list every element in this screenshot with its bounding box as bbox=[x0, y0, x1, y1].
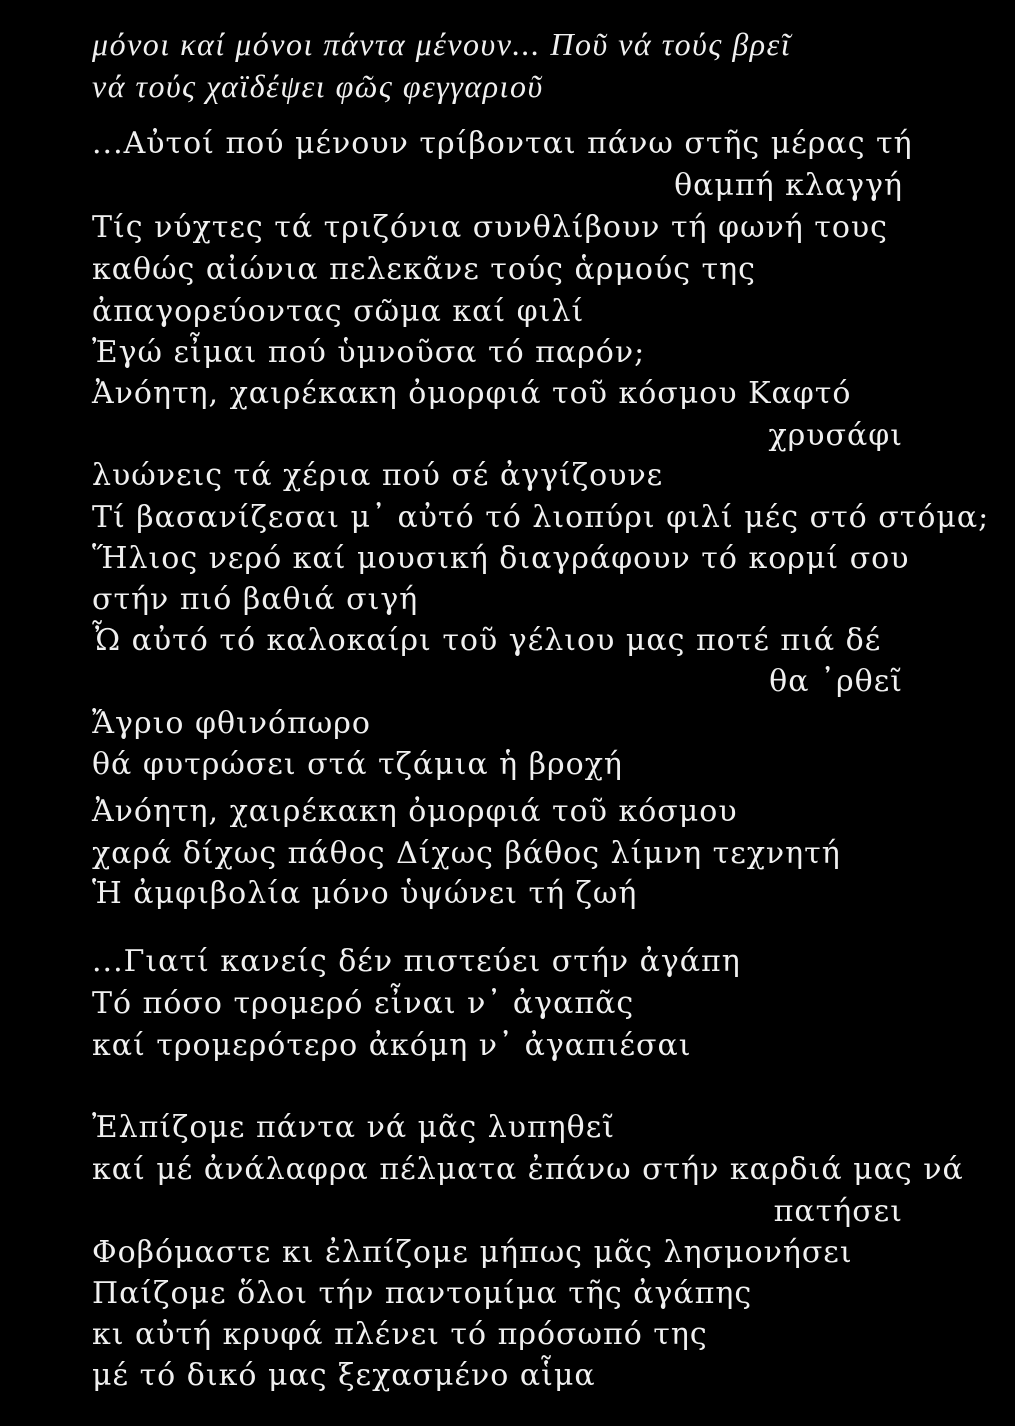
poem-line: καί τρομερότερο ἀκόμη ν᾽ ἀγαπιέσαι bbox=[92, 1028, 692, 1063]
poem-line: θα ᾽ρθεῖ bbox=[769, 664, 903, 699]
poem-line: θαμπή κλαγγή bbox=[674, 168, 903, 203]
poem-line: Ἀνόητη, χαιρέκακη ὀμορφιά τοῦ κόσμου Καφτό bbox=[92, 376, 852, 411]
poem-line: χρυσάφι bbox=[768, 418, 903, 453]
poem-line: στήν πιό βαθιά σιγή bbox=[92, 582, 419, 617]
poem-line: Ἐγώ εἶμαι πού ὑμνοῦσα τό παρόν; bbox=[92, 335, 646, 370]
poem-line: χαρά δίχως πάθος Δίχως βάθος λίμνη τεχνητή bbox=[92, 836, 841, 871]
poem-line: κι αὐτή κρυφά πλένει τό πρόσωπό της bbox=[92, 1317, 708, 1352]
poem-line: μόνοι καί μόνοι πάντα μένουν... Ποῦ νά τούς βρεῖ bbox=[92, 26, 792, 62]
poem-line: καί μέ ἀνάλαφρα πέλματα ἐπάνω στήν καρδιά μας νά bbox=[92, 1152, 964, 1187]
poem-line: καθώς αἰώνια πελεκᾶνε τούς ἁρμούς της bbox=[92, 252, 756, 287]
poem-line: ἀπαγορεύοντας σῶμα καί φιλί bbox=[92, 294, 585, 329]
poem-line: ...Γιατί κανείς δέν πιστεύει στήν ἀγάπη bbox=[92, 944, 741, 979]
poem-line: πατήσει bbox=[773, 1194, 903, 1229]
poem-line: Φοβόμαστε κι ἐλπίζομε μήπως μᾶς λησμονήσει bbox=[92, 1235, 853, 1270]
poem-line: νά τούς χαϊδέψει φῶς φεγγαριοῦ bbox=[92, 68, 544, 104]
poem-line: Ἀνόητη, χαιρέκακη ὀμορφιά τοῦ κόσμου bbox=[92, 794, 738, 829]
poem-line: λυώνεις τά χέρια πού σέ ἀγγίζουνε bbox=[92, 458, 664, 493]
poem-line: μέ τό δικό μας ξεχασμένο αἷμα bbox=[92, 1358, 596, 1393]
poem-line: Παίζομε ὅλοι τήν παντομίμα τῆς ἀγάπης bbox=[92, 1276, 753, 1311]
poem-line: θά φυτρώσει στά τζάμια ἡ βροχή bbox=[92, 747, 623, 782]
poem-line: Ἐλπίζομε πάντα νά μᾶς λυπηθεῖ bbox=[92, 1110, 616, 1145]
poem-line: Ἥλιος νερό καί μουσική διαγράφουν τό κορμί σου bbox=[92, 541, 910, 576]
poem-line: Ἡ ἀμφιβολία μόνο ὑψώνει τή ζωή bbox=[92, 876, 638, 911]
poem-line: Ἄγριο φθινόπωρο bbox=[92, 706, 371, 741]
poem-line: Ὦ αὐτό τό καλοκαίρι τοῦ γέλιου μας ποτέ πιά δέ bbox=[92, 623, 882, 658]
poem-line: Τίς νύχτες τά τριζόνια συνθλίβουν τή φωνή τους bbox=[92, 210, 888, 245]
poem-line: ...Αὐτοί πού μένουν τρίβονται πάνω στῆς μέρας τή bbox=[92, 126, 913, 161]
poem-line: Τό πόσο τρομερό εἶναι ν᾽ ἀγαπᾶς bbox=[92, 986, 635, 1021]
poem-line: Τί βασανίζεσαι μ᾽ αὐτό τό λιοπύρι φιλί μές στό στόμα; bbox=[92, 500, 990, 535]
